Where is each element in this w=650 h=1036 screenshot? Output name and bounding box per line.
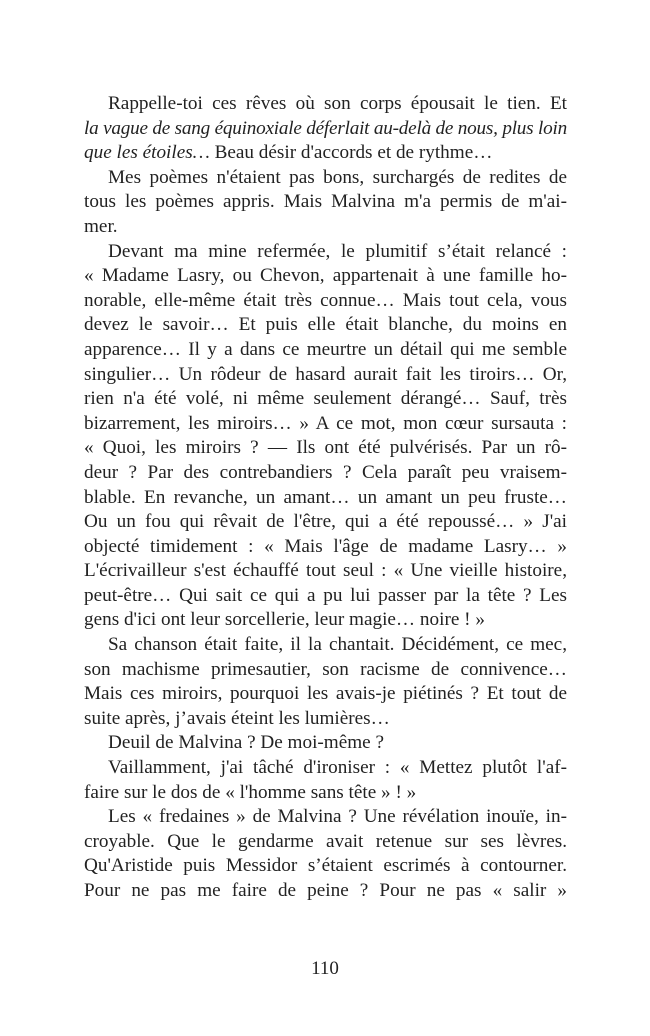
text-line: [84, 289, 567, 314]
text-segment: blable. En revanche, un amant… un amant un peu fruste…: [84, 486, 567, 508]
text-line: [84, 240, 567, 265]
text-segment: norable, elle-même était très connue… Mais tout cela, vous: [84, 289, 567, 311]
text-line: [84, 535, 567, 560]
text-segment: Les « fredaines » de Malvina ? Une révélation inouïe, in-: [108, 806, 567, 828]
text-line: [84, 707, 567, 732]
text-line: [84, 486, 567, 511]
text-line: [84, 781, 567, 806]
text-line: [84, 215, 567, 240]
text-segment: Rappelle-toi ces rêves où son corps épousait le tien. Et: [108, 93, 567, 114]
text-segment: Sa chanson était faite, il la chantait. Décidément, ce mec,: [108, 634, 567, 656]
text-line: [84, 756, 567, 781]
text-line: [84, 731, 567, 756]
text-line: [84, 633, 567, 658]
text-line: [84, 190, 567, 215]
text-line: [84, 117, 567, 142]
text-segment: singulier… Un rôdeur de hasard aurait fait les tiroirs… Or,: [84, 363, 567, 385]
text-segment: Mes poèmes n'étaient pas bons, surchargés de redites de: [108, 166, 567, 188]
text-line: [84, 338, 567, 363]
text-segment: « Quoi, les miroirs ? — Ils ont été pulvérisés. Par un rô-: [84, 437, 567, 459]
text-line: [84, 879, 567, 904]
text-segment: L'écrivailleur s'est échauffé tout seul : « Une vieille histoire,: [84, 560, 567, 582]
text-segment: rien n'a été volé, ni même seulement dérangé… Sauf, très: [84, 388, 567, 410]
text-segment: peut-être… Qui sait ce qui a pu lui passer par la tête ? Les: [84, 584, 567, 606]
text-segment: tous les poèmes appris. Mais Malvina m'a permis de m'ai-: [84, 191, 567, 213]
text-line: [84, 608, 567, 633]
text-segment: Ou un fou qui rêvait de l'être, qui a été repoussé… » J'ai: [84, 511, 567, 533]
text-line: [84, 436, 567, 461]
text-segment: Pour ne pas me faire de peine ? Pour ne pas « salir »: [84, 880, 567, 901]
text-segment: suite après, j’avais éteint les lumières…: [84, 707, 390, 729]
text-segment: Mais ces miroirs, pourquoi les avais-je piétinés ? Et tout de: [84, 683, 567, 705]
text-segment: deur ? Par des contrebandiers ? Cela paraît peu vraisem-: [84, 461, 567, 483]
text-line: [84, 805, 567, 830]
text-line: [84, 412, 567, 437]
text-segment: gens d'ici ont leur sorcellerie, leur magie… noire ! »: [84, 609, 485, 631]
text-line: [84, 658, 567, 683]
italic-text: que les étoiles…: [84, 142, 210, 164]
text-segment: devez le savoir… Et puis elle était blanche, du moins en: [84, 314, 567, 336]
text-segment: objecté timidement : « Mais l'âge de madame Lasry… »: [84, 535, 567, 557]
page-number: 110: [311, 958, 339, 979]
text-segment: Qu'Aristide puis Messidor s’étaient escrimés à contourner.: [84, 855, 567, 877]
text-line: [84, 854, 567, 879]
text-line: [84, 166, 567, 191]
text-segment: apparence… Il y a dans ce meurtre un détail qui me semble: [84, 338, 567, 360]
text-line: [84, 682, 567, 707]
text-line: [84, 264, 567, 289]
text-segment: faire sur le dos de « l'homme sans tête » ! »: [84, 781, 417, 803]
text-line: [84, 461, 567, 486]
text-line: [84, 363, 567, 388]
text-segment: mer.: [84, 215, 118, 237]
text-line: [84, 559, 567, 584]
text-line: [84, 313, 567, 338]
text-segment: Beau désir d'accords et de rythme…: [209, 142, 493, 164]
text-segment: Devant ma mine refermée, le plumitif s’était relancé :: [108, 240, 567, 262]
text-line: [84, 387, 567, 412]
text-line: [84, 830, 567, 855]
text-segment: croyable. Que le gendarme avait retenue sur ses lèvres.: [84, 830, 567, 852]
italic-text: la vague de sang équinoxiale déferlait au-delà de nous, plus loin: [84, 117, 567, 139]
text-segment: son machisme primesautier, son racisme de connivence…: [84, 658, 567, 680]
text-segment: Vaillamment, j'ai tâché d'ironiser : « Mettez plutôt l'af-: [108, 757, 567, 779]
text-segment: Deuil de Malvina ? De moi-même ?: [108, 732, 384, 754]
book-page-text: [84, 92, 567, 904]
text-line: [84, 510, 567, 535]
text-line: [84, 92, 567, 117]
text-line: [84, 141, 567, 166]
text-line: [84, 584, 567, 609]
text-segment: « Madame Lasry, ou Chevon, appartenait à une famille ho-: [84, 265, 567, 287]
text-segment: bizarrement, les miroirs… » A ce mot, mon cœur sursauta :: [84, 412, 567, 434]
